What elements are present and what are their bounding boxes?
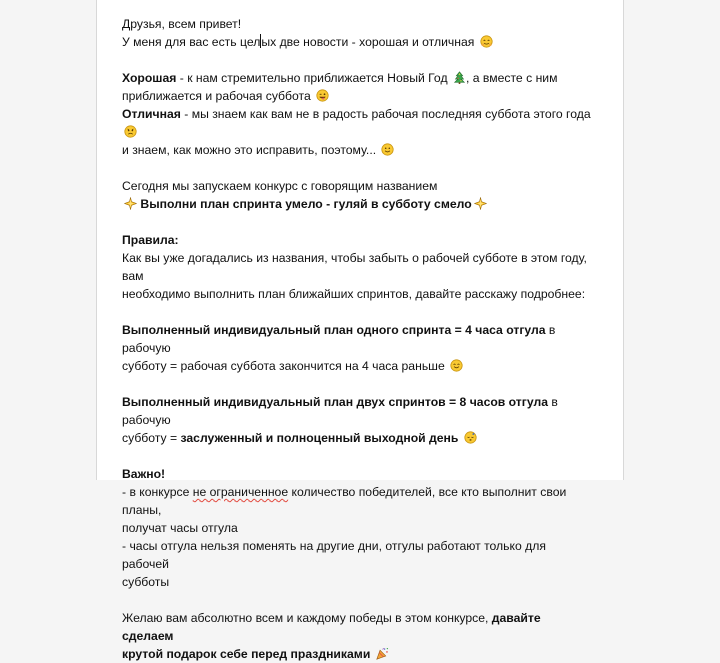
rule-2-bold-text: Выполненный индивидуальный план двух спринтов = 8 часов отгула (122, 395, 548, 409)
hugging-face-icon (480, 35, 493, 48)
important-item-1-line-2 (122, 519, 592, 537)
intro-text-part-1: У меня для вас есть цел (122, 35, 261, 49)
rule-1-text-1: в рабочую (122, 323, 556, 355)
sparkle-icon (474, 197, 487, 210)
spacer (122, 159, 592, 177)
good-news-line (122, 69, 592, 87)
smiling-eyes-face-icon (450, 359, 463, 372)
spacer (122, 375, 592, 393)
smiling-face-icon (381, 143, 394, 156)
closing-line-1 (122, 609, 592, 645)
greeting-text: Друзья, всем привет! (122, 17, 242, 31)
important-item-1-text-c: получат часы отгула (122, 521, 238, 535)
closing-bold-text-2: крутой подарок себе перед праздниками (122, 647, 371, 661)
great-news-text-2: и знаем, как можно это исправить, поэтому... (122, 143, 377, 157)
important-item-1-text-b: количество победителей, все кто выполнит свои планы, (122, 485, 567, 517)
rule-2-text-2: субботу = (122, 431, 181, 445)
great-news-text-1: - мы знаем как вам не в радость рабочая последняя суббота этого года (180, 107, 591, 121)
spacer (122, 447, 592, 465)
important-item-2-line-2 (122, 573, 592, 591)
sparkle-icon (124, 197, 137, 210)
contest-intro-line (122, 177, 592, 195)
closing-line-2 (122, 645, 592, 663)
svg-text:z: z (472, 431, 475, 436)
important-item-2-line-1 (122, 537, 592, 573)
important-heading (122, 465, 592, 483)
contest-intro-text: Сегодня мы запускаем конкурс с говорящим названием (122, 179, 438, 193)
spacer (122, 51, 592, 69)
rules-text-1: Как вы уже догадались из названия, чтобы забыть о рабочей субботе в этом году, вам (122, 251, 587, 283)
good-news-text-3: приближается и рабочая суббота (122, 89, 311, 103)
rules-line-1 (122, 249, 592, 285)
important-item-1-line-1 (122, 483, 592, 519)
good-news-label: Хорошая (122, 71, 177, 85)
christmas-tree-icon (453, 71, 466, 84)
important-item-2-text-a: - часы отгула нельзя поменять на другие дни, отгулы работают только для рабочей (122, 539, 546, 571)
spellcheck-flagged-text[interactable]: не ограниченное (192, 485, 289, 499)
closing-bold-text-1: давайте сделаем (122, 611, 541, 643)
rule-1-text-2: субботу = рабочая суббота закончится на 4 часа раньше (122, 359, 445, 373)
spacer (122, 303, 592, 321)
rules-text-2: необходимо выполнить план ближайших спринтов, давайте расскажу подробнее: (122, 287, 586, 301)
sad-face-icon (124, 125, 137, 138)
rule-2-text-1: в рабочую (122, 395, 558, 427)
rule-1-line-2 (122, 357, 592, 375)
party-popper-icon (376, 647, 389, 660)
great-news-label: Отличная (122, 107, 181, 121)
good-news-text-2: , а вместе с ним (465, 71, 558, 85)
intro-line (122, 33, 592, 51)
great-news-line-2 (122, 141, 592, 159)
good-news-text-1: - к нам стремительно приближается Новый Год (176, 71, 448, 85)
message-body[interactable] (122, 15, 592, 663)
rules-line-2 (122, 285, 592, 303)
spacer (122, 213, 592, 231)
rule-1-line-1 (122, 321, 592, 357)
winking-tongue-face-icon (316, 89, 329, 102)
important-item-2-text-b: субботы (122, 575, 170, 589)
important-heading-text: Важно! (122, 467, 166, 481)
spacer (122, 591, 592, 609)
rules-heading-text: Правила: (122, 233, 179, 247)
rules-heading (122, 231, 592, 249)
closing-text-1: Желаю вам абсолютно всем и каждому победы в этом конкурсе, (122, 611, 492, 625)
sleeping-face-icon (464, 431, 477, 444)
document-page (96, 0, 624, 661)
rule-2-line-2 (122, 429, 592, 447)
important-item-1-text-a: - в конкурсе (122, 485, 193, 499)
rule-2-line-1 (122, 393, 592, 429)
intro-text-part-2: ых две новости - хорошая и отличная (261, 35, 475, 49)
greeting-line (122, 15, 592, 33)
rule-1-bold-text: Выполненный индивидуальный план одного спринта = 4 часа отгула (122, 323, 546, 337)
good-news-line-2 (122, 87, 592, 105)
rule-2-bold-text-2: заслуженный и полноценный выходной день (180, 431, 459, 445)
contest-title-text: Выполни план спринта умело - гуляй в субботу смело (137, 197, 472, 211)
contest-title-line (122, 195, 592, 213)
great-news-line (122, 105, 592, 141)
